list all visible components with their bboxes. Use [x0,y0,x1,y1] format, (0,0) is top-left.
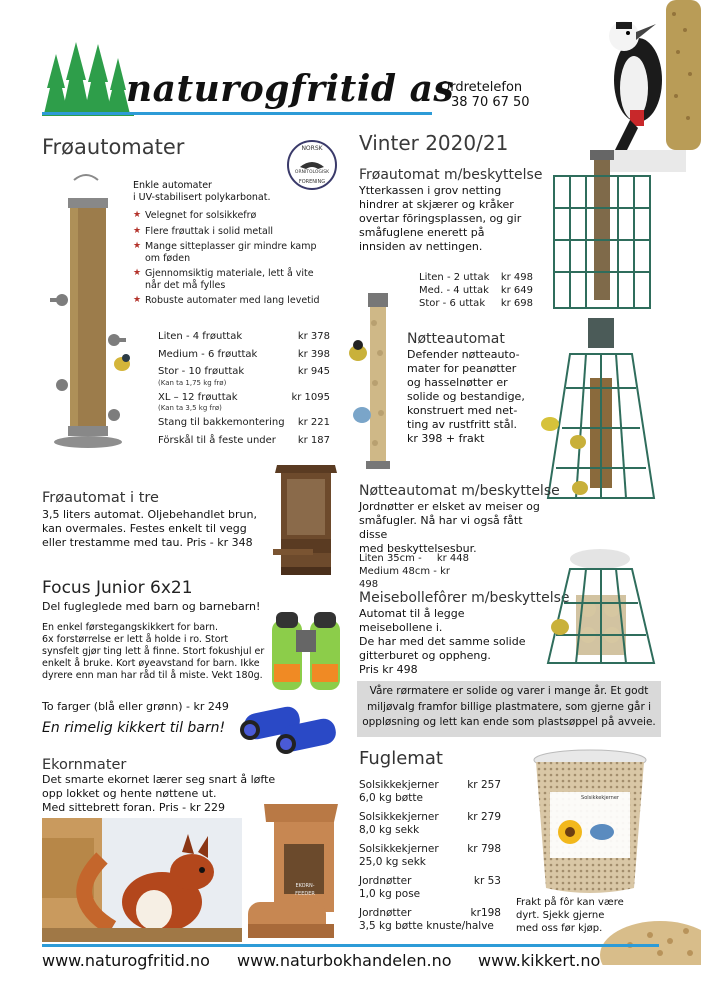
tube-feeder-image [44,170,134,460]
bullet-item: ★ Robuste automater med lang levetid [133,295,320,306]
section-title-meise: Meisebollefôrer m/beskyttelse [359,590,570,606]
footer-line [42,944,659,947]
wooden-feeder-image [273,463,341,581]
order-phone [440,80,530,110]
star-icon: ★ [133,295,142,305]
squirrel-image [42,818,242,942]
woodpecker-image [590,0,701,172]
section-title-beskyttelse: Frøautomat m/beskyttelse [359,167,543,183]
froautomater-intro [133,180,270,204]
section-title-ekorn: Ekornmater [42,757,127,773]
star-icon: ★ [133,268,142,278]
squirrel-box-label: EKORN-FEEDER [295,883,315,897]
bullet-item: ★ Flere frøuttak i solid metall [133,225,274,237]
info-box: Våre rørmatere er solide og varer i mange år. Et godt miljøvalg framfor billige plastmatere, som gjerne går i oppløsning og lett kan ende som plastsøppel på avveie. [357,681,661,737]
price-row: Förskål til å feste under kr 187 [158,434,330,446]
peanut-feeder-image [348,293,406,471]
food-item: Jordnøtter kr198 3,5 kg bøtte knuste/halve [359,907,501,932]
price-row: Medium - 6 frøuttak kr 398 [158,348,330,360]
price-row: Liten 35cm - kr 448 [359,553,469,564]
price-row: XL – 12 frøuttak kr 1095 [158,391,330,403]
notte-text: Defender nøtteauto- mater for peanøtter og hasselnøtter er solide og bestandige, konstruert med net- ting av rustfritt stål. kr 398 + frakt [407,348,525,445]
price-row: Liten - 4 frøuttak kr 378 [158,331,330,342]
bullet-item: ★ Gjennomsiktig materiale, lett å vite når det må fylles [133,268,314,291]
intro-line: i UV-stabilisert polykarbonat. [133,192,271,203]
order-label: Ordretelefon [440,80,523,95]
suet-ball-feeder-image [540,545,662,667]
section-title-notte: Nøtteautomat [407,331,505,347]
footer-link-naturogfritid[interactable]: www.naturogfritid.no [42,951,210,970]
seed-bucket-image [530,748,650,896]
price-note: (Kan ta 3,5 kg frø) [158,404,222,412]
star-icon: ★ [133,241,142,251]
caged-peanut-feeder-image [540,318,662,508]
order-number: 38 70 67 50 [451,95,530,110]
ekorn-text: Det smarte ekornet lærer seg snart å løfte opp lokket og hente nøttene ut. Med sittebrett foran. Pris - kr 229 [42,773,276,814]
froautomater-bullets [133,210,323,311]
footer-link-kikkert[interactable]: www.kikkert.no [478,951,601,970]
food-item: Solsikkekjerner kr 798 25,0 kg sekk [359,843,501,868]
section-title-tre: Frøautomat i tre [42,490,159,506]
fuglemat-list [359,779,501,933]
notte-besk-text: Jordnøtter er elsket av meiser og småfugler. Nå har vi også fått disse med beskyttelsesbur. [359,500,540,555]
beskyttelse-prices [419,271,533,310]
food-item: Solsikkekjerner kr 279 8,0 kg sekk [359,811,501,836]
star-icon: ★ [133,225,142,236]
caged-tube-feeder-image [550,150,654,312]
nof-badge [286,139,338,191]
focus-slogan: En rimelig kikkert til barn! [42,720,226,736]
notte-besk-prices [359,552,469,591]
frakt-note: Frakt på fôr kan være dyrt. Sjekk gjerne med oss før kjøp. [516,897,624,934]
logo[interactable] [42,40,455,124]
price-row: Medium 48cm - kr 498 [359,566,450,590]
badge-top-text: NORSK [301,145,323,152]
price-row: Stor - 10 frøuttak kr 945 [158,366,330,377]
section-title-focus: Focus Junior 6x21 [42,578,193,598]
price-note: (Kan ta 1,75 kg frø) [158,378,227,387]
focus-subtitle: Del fugleglede med barn og barnebarn! [42,600,261,613]
beskyttelse-text: Ytterkassen i grov netting hindrer at skjærer og kråker overtar fōringsplassen, og gir småfuglene enerett på innsiden av nettingen. [359,184,522,253]
badge-bot-text: FORENING [298,179,326,185]
badge-mid-text: ORNITOLOGISK [294,170,330,175]
header-line [42,112,432,115]
section-title-froautomater: Frøautomater [42,135,185,159]
focus-price: To farger (blå eller grønn) - kr 249 [42,700,229,713]
section-title-fuglemat: Fuglemat [359,748,443,769]
binoculars-blue-image [240,700,344,756]
meise-text: Automat til å legge meisebollene i. De har med det samme solide gitterburet og oppheng. Pris kr 498 [359,607,526,676]
intro-line: Enkle automater [133,180,212,191]
star-icon: ★ [133,210,142,220]
bucket-label: Solsikkekjerner [581,795,619,801]
focus-text: En enkel førstegangskikkert for barn. 6x forstørrelse er lett å holde i ro. Stort synsfelt gjør ting lett å finne. Stort fokushjul er enkelt å bruke. Kort øyeavstand for barn. Ikke dyrere enn man har råd til å miste. Vekt 180g. [42,622,265,681]
season-title: Vinter 2020/21 [359,131,509,155]
footer-link-naturbokhandelen[interactable]: www.naturbokhandelen.no [237,951,452,970]
binoculars-green-image [266,610,346,698]
price-row: Med. - 4 uttak kr 649 [419,285,533,296]
tree-logo-icon [42,40,134,120]
food-item: Solsikkekjerner kr 257 6,0 kg bøtte [359,779,501,804]
froautomater-prices [158,331,330,447]
price-row: Stang til bakkemontering kr 221 [158,417,330,428]
section-title-notte-besk: Nøtteautomat m/beskyttelse [359,483,560,499]
food-item: Jordnøtter kr 53 1,0 kg pose [359,875,501,900]
bullet-item: ★ Velegnet for solsikkefrø [133,210,257,221]
price-row: Stor - 6 uttak kr 698 [419,298,533,309]
bullet-item: ★ Mange sitteplasser gir mindre kamp om føden [133,241,317,264]
squirrel-feeder-image [244,804,342,944]
brand-name: naturogfritid as [126,68,455,110]
price-row: Liten - 2 uttak kr 498 [419,272,533,283]
tre-text: 3,5 liters automat. Oljebehandlet brun, kan overmales. Festes enkelt til vegg eller trestamme med tau. Pris - kr 348 [42,508,257,549]
